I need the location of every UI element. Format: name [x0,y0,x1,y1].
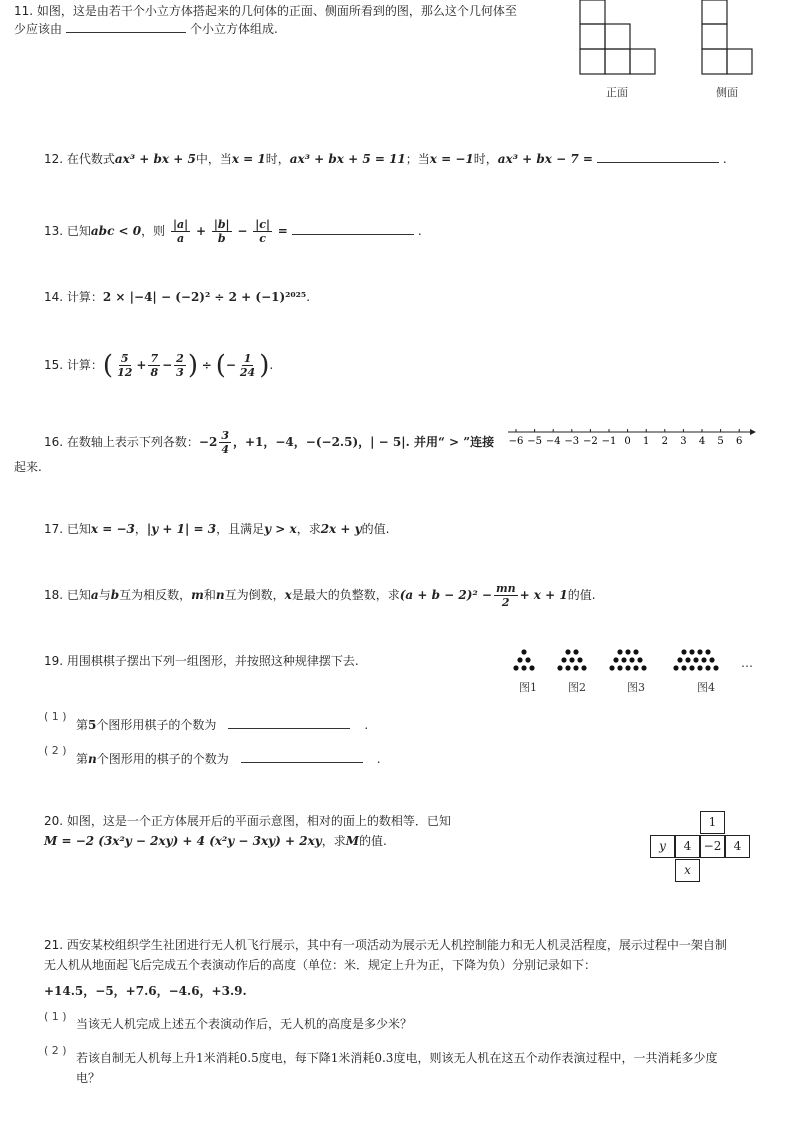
go-stone [581,665,586,670]
number-line-label: 6 [736,436,743,447]
q12-prefix: 12. 在代数式 [44,152,115,166]
q20-target: M [345,834,360,848]
q12-eq1: ax³ + bx + 5 = 11 [289,152,406,166]
q21-sub1: 当该无人机完成上述五个表演动作后，无人机的高度是多少米？ [76,1017,413,1031]
q19-figures [510,648,746,672]
go-stone [705,649,710,654]
q20-expr: M = −2 (3x²y − 2xy) + 4 (x²y − 3xy) + 2xy [44,834,322,848]
go-stone [617,665,622,670]
q18-m: m [191,588,204,602]
q18-x: x [284,588,292,602]
q19-fig3-label: 图3 [627,681,645,694]
q13-fraction-c: $\frac{|c|}{c}$ [255,218,270,245]
number-line-label: −2 [583,436,598,447]
q21-sub2-num: ( 2 ) [44,1044,67,1057]
q12-cond2: x = −1 [429,152,474,166]
net-neg2: −2 [700,835,725,858]
go-stone [697,665,702,670]
q13-cond: abc < 0 [90,224,142,238]
number-line-label: −1 [601,436,617,447]
go-stone [701,657,706,662]
go-stone [629,657,634,662]
go-stone [613,657,618,662]
q18 [44,580,596,610]
q21-line2: 无人机从地面起飞后完成五个表演动作后的高度（单位：米．规定上升为正，下降为负）分别记录如下： [44,958,597,972]
q14-expr: 2 × |−4| − (−2)² ÷ 2 + (−1)²⁰²⁵ [102,290,307,304]
q17-end: 的值. [361,522,390,536]
go-stone [573,665,578,670]
q13-fraction-b: $\frac{|b|}{b}$ [213,218,230,245]
number-line-label: 4 [698,436,706,447]
net-y: y [650,835,675,858]
q18-t4: 互为倒数， [224,588,285,602]
q11-front-view [578,0,658,76]
q15-end: . [269,358,274,372]
go-stone [681,649,686,654]
q20-line1: 20. 如图，这是一个正方体展开后的平面示意图，相对的面上的数相等．已知 [44,814,451,828]
go-stone [641,665,646,670]
q13-answer-blank[interactable] [292,220,414,235]
q21-line1: 21. 西安某校组织学生社团进行无人机飞行展示，其中有一项活动为展示无人机控制能力和无人机灵活程度，展示过程中一架自制 [44,938,727,952]
go-stone [689,649,694,654]
q19-sub1: 第5个图形用棋子的个数为 . [76,714,368,733]
q14-prefix: 14. 计算： [44,290,103,304]
go-stone [681,665,686,670]
go-stone [705,665,710,670]
q17-x: x = −3 [90,522,135,536]
go-stone [573,649,578,654]
go-stone [633,649,638,654]
go-stone [565,665,570,670]
q21-data: +14.5，−5，+7.6，−4.6，+3.9. [44,984,247,998]
q12-end: . [722,152,727,166]
q11-text-b: 个小立方体组成. [190,22,278,36]
q17-cond: y > x [264,522,297,536]
q13 [44,216,422,246]
q19-text: 19. 用围棋棋子摆出下列一组图形，并按照这种规律摆下去. [44,654,359,668]
go-stone [561,657,566,662]
go-stone [521,649,526,654]
q12-cond1: x = 1 [231,152,266,166]
q16-number-line [504,420,756,450]
q17-mid: ，且满足 [216,522,265,536]
net-x: x [675,859,700,882]
q16-line1 [44,428,494,456]
go-stone [713,665,718,670]
go-stone [625,649,630,654]
q17-y: |y + 1| = 3 [146,522,217,536]
q18-b: b [110,588,120,602]
q18-a: a [90,588,99,602]
number-line-label: −6 [508,436,524,447]
q17-target: 2x + y [320,522,362,536]
q12 [44,148,727,170]
q20-line2 [44,830,387,852]
number-line-label: −5 [527,436,542,447]
q14-end: . [306,290,311,304]
net-4b: 4 [725,835,750,858]
q13-mid: ，则 [141,224,166,238]
number-line-label: 5 [717,436,724,447]
q17 [44,518,389,540]
q18-t5: 是最大的负整数，求 [291,588,400,602]
go-stone [525,657,530,662]
go-stone [517,657,522,662]
q19-fig1-label: 图1 [519,681,537,694]
q18-prefix: 18. 已知 [44,588,91,602]
q15-fraction-1: $\frac{5}{12}$ [117,352,133,379]
go-stone [617,649,622,654]
go-stone [689,665,694,670]
q19-ellipsis: … [741,656,753,670]
go-stone [521,665,526,670]
number-line-label: 3 [680,436,687,447]
q15-fraction-4: $\frac{1}{24}$ [239,352,256,379]
q18-expr2: + x + 1 [519,588,568,602]
q11-text-a: 少应该由 [14,22,63,36]
q12-answer-blank[interactable] [597,148,719,163]
q12-mid2: 时， [265,152,290,166]
q11-line2 [14,18,278,40]
q15: 15. 计算：( $\frac{5}{12}$ + $\frac{7}{8}$ − $\frac{2}{3}$ ) ÷ (− $\frac{1}{24}$ ). [44,350,274,381]
q11-side-label: 侧面 [716,86,738,99]
q17-mid2: ，求 [296,522,321,536]
q11-line1: 11. 如图，这是由若干个小立方体搭起来的几何体的正面、侧面所看到的图，那么这个几何体至 [14,4,517,18]
q18-end: 的值. [567,588,596,602]
go-stone [529,665,534,670]
q16-whole: −2 [198,435,218,449]
net-4a: 4 [675,835,700,858]
go-stone [673,665,678,670]
q21-sub2-line1: 若该自制无人机每上升1米消耗0.5度电，每下降1米消耗0.3度电，则该无人机在这五个动作表演过程中，一共消耗多少度 [76,1051,718,1065]
q13-prefix: 13. 已知 [44,224,91,238]
q16-line2: 起来. [14,460,42,474]
q20-mid: ，求 [321,834,346,848]
go-stone [637,657,642,662]
q11-answer-blank[interactable] [66,18,186,33]
q12-mid3: ；当 [405,152,430,166]
q16-list: ，+1，−4，−(−2.5)，| − 5|. 并用“ > ”连接 [232,435,495,449]
number-line-label: 0 [624,436,631,447]
q21-sub1-num: ( 1 ) [44,1010,67,1023]
go-stone [677,657,682,662]
go-stone [609,665,614,670]
number-line-label: −4 [545,436,561,447]
go-stone [693,657,698,662]
go-stone [557,665,562,670]
go-stone [709,657,714,662]
q14 [44,286,310,308]
q18-t2: 互为相反数， [119,588,192,602]
q19-sub2-num: ( 2 ) [44,744,67,757]
q18-fraction: $\frac{mn}{2}$ [495,582,516,609]
q13-plus: + [195,224,207,238]
q16-prefix: 16. 在数轴上表示下列各数： [44,435,199,449]
q15-neg: − [225,358,236,372]
q12-mid4: 时， [473,152,498,166]
q19-sub1-num: ( 1 ) [44,710,67,723]
q17-prefix: 17. 已知 [44,522,91,536]
q13-fraction-a: $\frac{|a|}{a}$ [172,218,189,245]
q15-op2: − [162,358,173,372]
number-line-label: 1 [643,436,650,447]
go-stone [633,665,638,670]
q12-mid1: 中，当 [195,152,232,166]
q15-prefix: 15. 计算： [44,358,103,372]
q15-div: ÷ [201,358,212,372]
q21-sub2-line2: 电？ [76,1071,101,1085]
q19-sub1-blank[interactable] [228,714,350,729]
go-stone [621,657,626,662]
q20-end: 的值. [359,834,387,848]
number-line-label: 2 [661,436,668,447]
q18-n: n [215,588,225,602]
net-top: 1 [700,811,725,834]
go-stone [697,649,702,654]
q19-sub2-blank[interactable] [241,748,363,763]
go-stone [513,665,518,670]
q17-sep: ， [134,522,147,536]
number-line-label: −3 [564,436,580,447]
q18-expr1: (a + b − 2)² − [399,588,492,602]
q19-sub2: 第n个图形用的棋子的个数为 . [76,748,381,767]
q13-minus: − [237,224,248,238]
q12-expr1: ax³ + bx + 5 [114,152,196,166]
q19-fig2-label: 图2 [568,681,586,694]
go-stone [625,665,630,670]
go-stone [577,657,582,662]
q13-end: . [417,224,422,238]
q18-t3: 和 [203,588,216,602]
q11-side-view [700,0,754,76]
q15-fraction-2: $\frac{7}{8}$ [150,352,159,379]
q15-op1: + [136,358,147,372]
go-stone [569,657,574,662]
q13-eq: = [277,224,288,238]
q19-fig4-label: 图4 [697,681,715,694]
q15-fraction-3: $\frac{2}{3}$ [176,352,184,379]
q16-fraction: $\frac{3}{4}$ [221,429,229,456]
go-stone [685,657,690,662]
q12-expr2: ax³ + bx − 7 = [497,152,593,166]
q18-t1: 与 [98,588,111,602]
go-stone [565,649,570,654]
q11-front-label: 正面 [606,86,628,99]
